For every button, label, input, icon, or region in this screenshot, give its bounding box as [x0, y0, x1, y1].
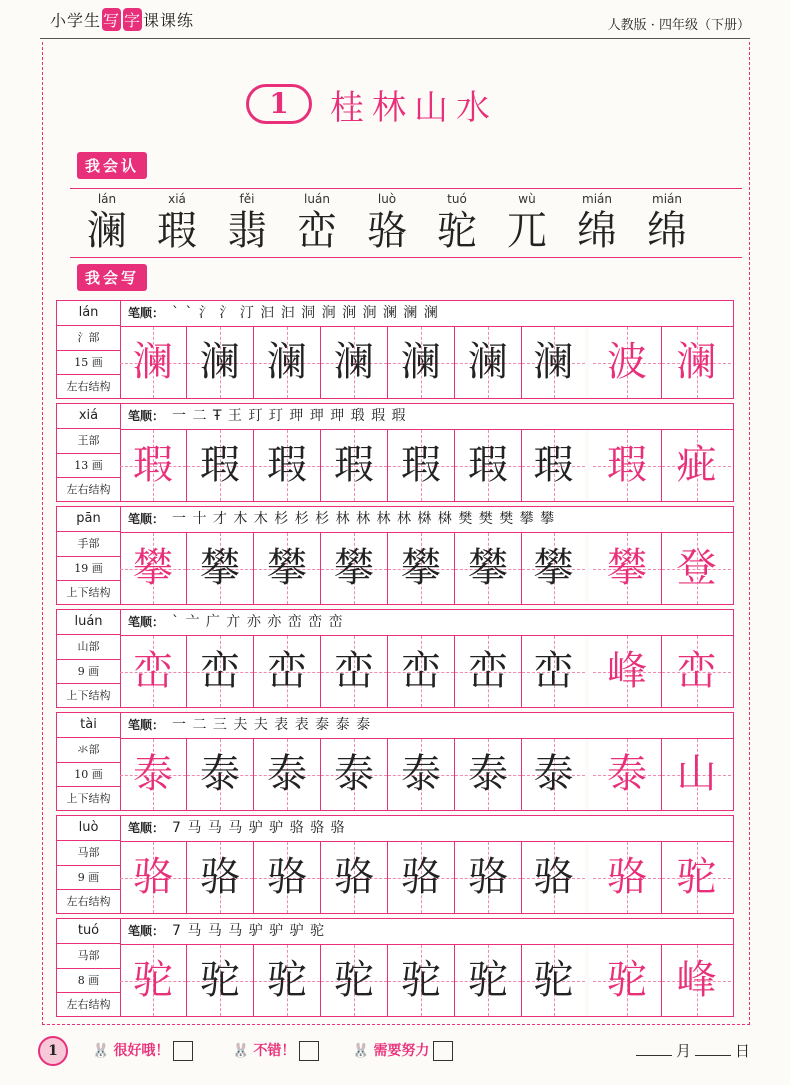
word-cell[interactable]: 峰 — [593, 636, 662, 707]
stroke-sequence: 一 二 三 夫 夫 表 表 泰 泰 泰 — [172, 717, 372, 733]
rabbit-icon: 🐰 — [232, 1043, 250, 1059]
model-char-cell[interactable]: 澜 — [120, 327, 187, 398]
row-structure: 上下结构 — [66, 792, 111, 805]
row-stroke-count: 19 画 — [57, 557, 120, 582]
stroke-sequence: ` ` 氵 氵 汀 汩 汩 洞 涧 涧 涧 澜 澜 澜 — [172, 305, 439, 321]
row-structure: 上下结构 — [66, 586, 111, 599]
char-info — [57, 507, 121, 604]
trace-char-cell[interactable]: 澜 — [187, 327, 254, 398]
trace-char-cell[interactable]: 驼 — [187, 945, 254, 1016]
page-number: 1 — [38, 1036, 68, 1066]
row-radical: 王部 — [57, 429, 120, 454]
model-char-cell[interactable]: 瑕 — [120, 430, 187, 501]
trace-char-cell[interactable]: 峦 — [522, 636, 589, 707]
rating-checkbox[interactable] — [173, 1041, 193, 1061]
model-char-cell[interactable]: 攀 — [120, 533, 187, 604]
month-blank[interactable] — [636, 1055, 672, 1056]
row-pinyin: tuó — [57, 919, 120, 944]
word-cell[interactable]: 攀 — [593, 533, 662, 604]
row-pinyin: tài — [57, 713, 120, 738]
recognize-item — [142, 190, 212, 254]
trace-char-cell[interactable]: 峦 — [321, 636, 388, 707]
trace-char-cell[interactable]: 瑕 — [254, 430, 321, 501]
practice-row — [56, 712, 734, 811]
section-recognize-badge: 我会认 — [77, 152, 147, 179]
trace-char-cell[interactable]: 骆 — [522, 842, 589, 913]
trace-char-cell[interactable]: 骆 — [388, 842, 455, 913]
row-structure: 左右结构 — [66, 895, 111, 908]
character: 兀 — [507, 208, 547, 254]
character: 峦 — [297, 208, 337, 254]
recognize-item — [492, 190, 562, 254]
stroke-order — [120, 713, 733, 739]
word-cell[interactable]: 峦 — [662, 636, 731, 707]
practice-row — [56, 403, 734, 502]
row-pinyin: luán — [57, 610, 120, 635]
row-stroke-count: 15 画 — [57, 351, 120, 376]
word-cell[interactable]: 驼 — [593, 945, 662, 1016]
recognize-item — [632, 190, 702, 254]
date-field[interactable]: 月 日 — [632, 1040, 750, 1061]
char-info — [57, 919, 121, 1016]
trace-char-cell[interactable]: 泰 — [388, 739, 455, 810]
rabbit-icon: 🐰 — [352, 1043, 370, 1059]
stroke-order — [120, 610, 733, 636]
trace-char-cell[interactable]: 骆 — [321, 842, 388, 913]
stroke-sequence: ` 亠 广 亣 亦 亦 峦 峦 峦 — [172, 614, 344, 630]
word-cell[interactable]: 峰 — [662, 945, 731, 1016]
char-info — [57, 816, 121, 913]
trace-char-cell[interactable]: 攀 — [254, 533, 321, 604]
pinyin: tuó — [447, 192, 467, 206]
lesson-number: 1 — [246, 84, 312, 124]
stroke-label: 笔顺： — [128, 821, 165, 835]
word-cell[interactable]: 泰 — [593, 739, 662, 810]
trace-char-cell[interactable]: 骆 — [187, 842, 254, 913]
edition-label: 人教版 · 四年级（下册） — [607, 18, 750, 33]
row-radical: 山部 — [57, 635, 120, 660]
word-cell[interactable]: 瑕 — [593, 430, 662, 501]
row-radical: 氵部 — [57, 326, 120, 351]
character: 翡 — [227, 208, 267, 254]
pinyin: mián — [652, 192, 682, 206]
row-stroke-count: 13 画 — [57, 454, 120, 479]
recognize-top-line — [70, 188, 742, 189]
rating-checkbox[interactable] — [299, 1041, 319, 1061]
row-structure: 左右结构 — [66, 998, 111, 1011]
trace-char-cell[interactable]: 泰 — [522, 739, 589, 810]
lesson-title: 桂林山水 — [330, 88, 498, 128]
row-radical: 马部 — [57, 944, 120, 969]
header-divider — [40, 38, 750, 39]
pinyin: luò — [377, 192, 397, 206]
trace-char-cell[interactable]: 峦 — [455, 636, 522, 707]
pinyin: wù — [518, 192, 536, 206]
trace-char-cell[interactable]: 驼 — [321, 945, 388, 1016]
pinyin: fěi — [239, 192, 255, 206]
word-cell[interactable]: 澜 — [662, 327, 731, 398]
stroke-label: 笔顺： — [128, 924, 165, 938]
trace-char-cell[interactable]: 驼 — [522, 945, 589, 1016]
rating-needs-work[interactable]: 🐰 需要努力 — [352, 1040, 453, 1061]
row-pinyin: lán — [57, 301, 120, 326]
trace-char-cell[interactable]: 攀 — [321, 533, 388, 604]
stroke-sequence: 7 马 马 马 驴 驴 骆 骆 骆 — [172, 820, 346, 836]
stroke-order — [120, 507, 733, 533]
practice-row — [56, 815, 734, 914]
trace-char-cell[interactable]: 攀 — [455, 533, 522, 604]
stroke-sequence: 一 二 Ŧ 王 玎 玎 玾 玾 玾 瑖 瑕 瑕 — [172, 408, 407, 424]
trace-char-cell[interactable]: 泰 — [187, 739, 254, 810]
word-cell[interactable]: 山 — [662, 739, 731, 810]
recognize-item — [282, 190, 352, 254]
pinyin: lán — [97, 192, 117, 206]
recognize-item — [212, 190, 282, 254]
char-info — [57, 610, 121, 707]
word-cell[interactable]: 驼 — [662, 842, 731, 913]
trace-char-cell[interactable]: 澜 — [388, 327, 455, 398]
row-pinyin: luò — [57, 816, 120, 841]
row-radical: 氺部 — [57, 738, 120, 763]
row-structure: 左右结构 — [66, 483, 111, 496]
char-info — [57, 404, 121, 501]
row-stroke-count: 9 画 — [57, 866, 120, 891]
row-stroke-count: 10 画 — [57, 763, 120, 788]
character: 瑕 — [157, 208, 197, 254]
book-title: 小学生 写 字 课课练 — [50, 8, 194, 31]
row-structure: 上下结构 — [66, 689, 111, 702]
word-cell[interactable]: 疵 — [662, 430, 731, 501]
word-cell[interactable]: 登 — [662, 533, 731, 604]
trace-char-cell[interactable]: 驼 — [455, 945, 522, 1016]
rating-good[interactable]: 🐰 不错！ — [232, 1040, 319, 1061]
row-stroke-count: 9 画 — [57, 660, 120, 685]
stroke-sequence: 一 十 才 木 木 杉 杉 杉 林 林 林 林 棥 棥 樊 樊 樊 攀 攀 — [172, 511, 556, 527]
model-char-cell[interactable]: 驼 — [120, 945, 187, 1016]
section-write-badge: 我会写 — [77, 264, 147, 291]
model-char-cell[interactable]: 峦 — [120, 636, 187, 707]
char-info — [57, 713, 121, 810]
trace-char-cell[interactable]: 瑕 — [187, 430, 254, 501]
trace-char-cell[interactable]: 瑕 — [321, 430, 388, 501]
row-radical: 手部 — [57, 532, 120, 557]
rabbit-icon: 🐰 — [92, 1043, 110, 1059]
pinyin: mián — [582, 192, 612, 206]
word-cell[interactable]: 骆 — [593, 842, 662, 913]
row-structure: 左右结构 — [66, 380, 111, 393]
trace-char-cell[interactable]: 泰 — [254, 739, 321, 810]
practice-row — [56, 506, 734, 605]
row-pinyin: pān — [57, 507, 120, 532]
trace-char-cell[interactable]: 驼 — [388, 945, 455, 1016]
trace-char-cell[interactable]: 驼 — [254, 945, 321, 1016]
model-char-cell[interactable]: 泰 — [120, 739, 187, 810]
stroke-order — [120, 816, 733, 842]
character: 骆 — [367, 208, 407, 254]
model-char-cell[interactable]: 骆 — [120, 842, 187, 913]
recognize-item — [352, 190, 422, 254]
trace-char-cell[interactable]: 攀 — [388, 533, 455, 604]
recognize-item — [422, 190, 492, 254]
trace-char-cell[interactable]: 骆 — [254, 842, 321, 913]
pinyin: xiá — [168, 192, 186, 206]
stroke-label: 笔顺： — [128, 512, 165, 526]
character: 绵 — [577, 208, 617, 254]
trace-char-cell[interactable]: 攀 — [522, 533, 589, 604]
rating-checkbox[interactable] — [433, 1041, 453, 1061]
stroke-label: 笔顺： — [128, 306, 165, 320]
day-blank[interactable] — [695, 1055, 731, 1056]
row-radical: 马部 — [57, 841, 120, 866]
stroke-label: 笔顺： — [128, 409, 165, 423]
trace-char-cell[interactable]: 骆 — [455, 842, 522, 913]
character: 澜 — [87, 208, 127, 254]
recognize-item — [562, 190, 632, 254]
trace-char-cell[interactable]: 峦 — [254, 636, 321, 707]
recognize-item — [72, 190, 142, 254]
stroke-label: 笔顺： — [128, 718, 165, 732]
trace-char-cell[interactable]: 澜 — [455, 327, 522, 398]
trace-char-cell[interactable]: 瑕 — [455, 430, 522, 501]
practice-row — [56, 300, 734, 399]
stroke-order — [120, 404, 733, 430]
rating-very-good[interactable]: 🐰 很好哦！ — [92, 1040, 193, 1061]
stroke-order — [120, 301, 733, 327]
stroke-label: 笔顺： — [128, 615, 165, 629]
row-pinyin: xiá — [57, 404, 120, 429]
pinyin: luán — [304, 192, 330, 206]
character: 绵 — [647, 208, 687, 254]
trace-char-cell[interactable]: 澜 — [321, 327, 388, 398]
practice-row — [56, 918, 734, 1017]
trace-char-cell[interactable]: 泰 — [455, 739, 522, 810]
practice-row — [56, 609, 734, 708]
stroke-order — [120, 919, 733, 945]
trace-char-cell[interactable]: 攀 — [187, 533, 254, 604]
trace-char-cell[interactable]: 泰 — [321, 739, 388, 810]
word-cell[interactable]: 波 — [593, 327, 662, 398]
character: 驼 — [437, 208, 477, 254]
trace-char-cell[interactable]: 澜 — [254, 327, 321, 398]
trace-char-cell[interactable]: 峦 — [388, 636, 455, 707]
char-info — [57, 301, 121, 398]
row-stroke-count: 8 画 — [57, 969, 120, 994]
trace-char-cell[interactable]: 瑕 — [388, 430, 455, 501]
trace-char-cell[interactable]: 瑕 — [522, 430, 589, 501]
stroke-sequence: 7 马 马 马 驴 驴 驴 驼 — [172, 923, 326, 939]
recognize-bottom-line — [70, 257, 742, 258]
trace-char-cell[interactable]: 澜 — [522, 327, 589, 398]
trace-char-cell[interactable]: 峦 — [187, 636, 254, 707]
